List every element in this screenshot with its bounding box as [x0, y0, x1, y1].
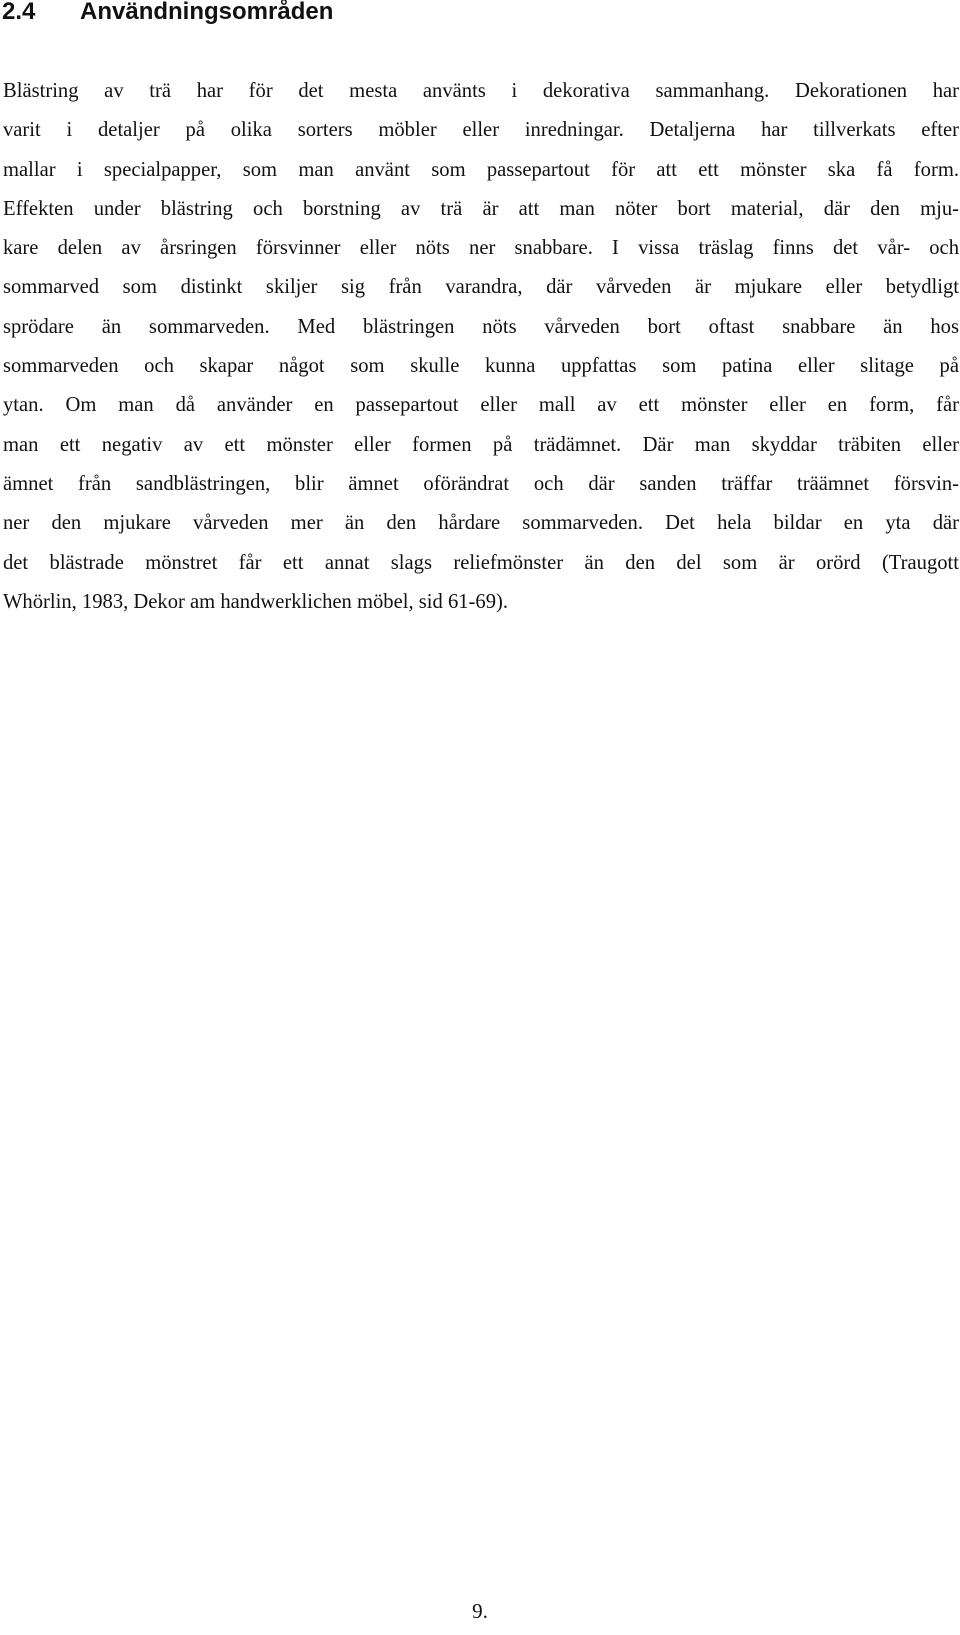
paragraph-line: Blästring av trä har för det mesta använts i dekorativa sammanhang. Dekorationen har [3, 80, 959, 102]
paragraph-line: mallar i specialpapper, som man använt som passepartout för att ett mönster ska få form. [3, 158, 959, 181]
paragraph-line: kare delen av årsringen försvinner eller nöts ner snabbare. I vissa träslag finns det vår- och [3, 237, 959, 260]
paragraph-line: varit i detaljer på olika sorters möbler eller inredningar. Detaljerna har tillverkats efter [3, 119, 959, 142]
section-title: Användningsområden [80, 0, 334, 25]
paragraph-line: Whörlin, 1983, Dekor am handwerklichen möbel, sid 61-69). [3, 590, 508, 613]
paragraph-line: ytan. Om man då använder en passepartout eller mall av ett mönster eller en form, får [3, 394, 959, 417]
paragraph-line: man ett negativ av ett mönster eller formen på trädämnet. Där man skyddar träbiten eller [3, 433, 959, 456]
page-number: 9. [472, 1599, 488, 1623]
paragraph-line: sprödare än sommarveden. Med blästringen nöts vårveden bort oftast snabbare än hos [3, 315, 959, 338]
paragraph-line: sommarved som distinkt skiljer sig från varandra, där vårveden är mjukare eller betydligt [3, 276, 959, 299]
paragraph-line: ner den mjukare vårveden mer än den hårdare sommarveden. Det hela bildar en yta där [3, 512, 959, 535]
section-number: 2.4 [2, 0, 36, 25]
body-paragraph [3, 72, 959, 622]
paragraph-line: ämnet från sandblästringen, blir ämnet oförändrat och där sanden träffar träämnet försvin- [3, 472, 959, 495]
paragraph-line: Effekten under blästring och borstning av trä är att man nöter bort material, där den mju- [3, 197, 959, 220]
section-heading [2, 0, 333, 28]
paragraph-line: sommarveden och skapar något som skulle kunna uppfattas som patina eller slitage på [3, 355, 959, 378]
paragraph-line: det blästrade mönstret får ett annat slags reliefmönster än den del som är orörd (Traugott [3, 551, 959, 574]
